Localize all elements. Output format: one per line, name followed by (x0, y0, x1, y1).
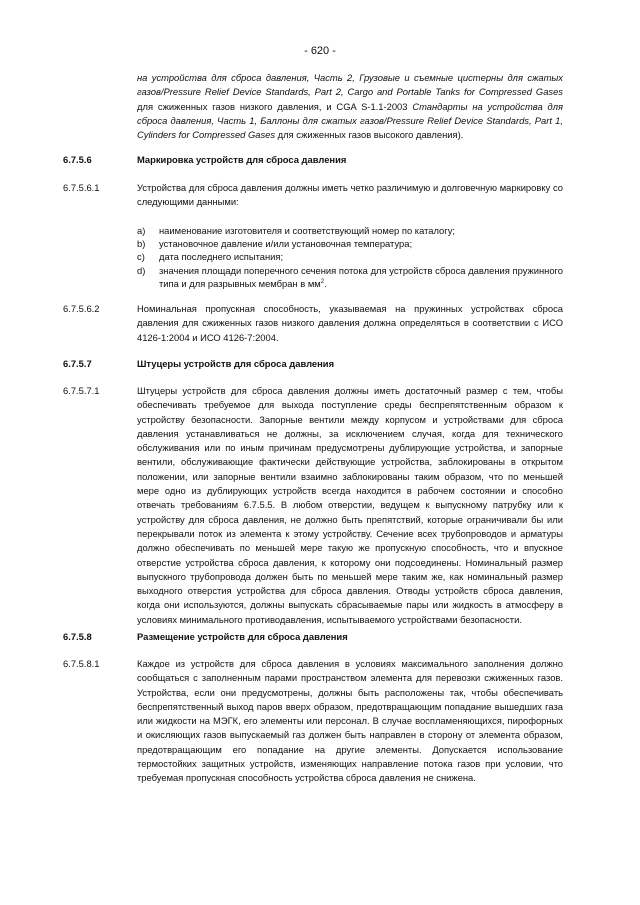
section-6-7-5-8-1 (63, 657, 563, 786)
intro-text-1: для сжиженных газов низкого давления, и CGA S-1.1-2003 (137, 100, 413, 112)
section-number: 6.7.5.6.2 (63, 303, 100, 314)
section-title: Маркировка устройств для сброса давления (137, 154, 347, 165)
section-number: 6.7.5.6 (63, 154, 92, 165)
section-6-7-5-7-1 (63, 384, 563, 627)
section-6-7-5-6-1 (63, 181, 563, 210)
section-6-7-5-7 (63, 357, 563, 371)
section-number: 6.7.5.7 (63, 358, 92, 369)
list-item-text: наименование изготовителя и соответствующий номер по каталогу; (159, 225, 455, 236)
section-text: Устройства для сброса давления должны иметь четко различимую и долговечную маркировку со следующими данными: (137, 182, 563, 208)
section-number: 6.7.5.8 (63, 631, 92, 642)
section-6-7-5-6-2 (63, 302, 563, 345)
list-item (137, 224, 563, 237)
intro-text-2: для сжиженных газов высокого давления). (275, 129, 464, 141)
section-title: Штуцеры устройств для сброса давления (137, 358, 335, 369)
section-6-7-5-6 (63, 153, 563, 167)
section-number: 6.7.5.7.1 (63, 385, 100, 396)
list-item (137, 264, 563, 290)
section-number: 6.7.5.8.1 (63, 658, 100, 669)
list-item-text: установочное давление и/или установочная температура; (159, 238, 413, 250)
section-title: Размещение устройств для сброса давления (137, 631, 348, 642)
section-number: 6.7.5.6.1 (63, 182, 100, 193)
section-text: Номинальная пропускная способность, указываемая на пружинных устройствах сброса давления для сжиженных газов низкого давления должна определяться в соответствии с ИСО 4126-1:2004 и ИСО 4126-7:2004. (137, 303, 563, 343)
section-6-7-5-8 (63, 630, 563, 644)
intro-italic-1: на устройства для сброса давления, Часть 2, Грузовые и съемные цистерны для сжатых газов/Pressure Relief Device Standards, Part 2, Cargo and Portable Tanks for Compressed Gases (137, 72, 563, 98)
list-item-text: дата последнего испытания; (159, 251, 284, 263)
list-marker: a) (137, 225, 146, 236)
section-text: Штуцеры устройств для сброса давления должны иметь достаточный размер с тем, чтобы обеспечивать требуемое для выхода поступление среды беспрепятственным образом к устройству безопасности. Запорные вентили между корпусом и устройствами для сброса давления устанавливаться не должны, за исключением случая, когда для технического обслуживания или по иным причинам предусмотрены дублирующие устройства, и запорные вентили, обслуживающие фактически действующие устройства, заблокированы в открытом положении, или запорные вентили взаимно заблокированы таким образом, что по меньшей мере одно из дублирующих устройств всегда находится в рабочем состоянии и способно отвечать требованиям 6.7.5.5. В любом отверстии, ведущем к выпускному патрубку или к устройству для сброса давления, не должно быть препятствий, которые ограничивали бы или перекрывали поток из элемента к этому устройству. Сечение всех трубопроводов и арматуры должно обеспечивать по меньшей мере такую же пропускную способность, что и впускное отверстие устройства сброса давления, к которому они подсоединены. Номинальный размер выпускного трубопровода должен быть по меньшей мере таким же, как номинальный размер выходного отверстия устройства для сброса давления. Отводы устройств сброса давления, когда они используются, должны выпускать сбрасываемые пары или жидкость в атмосферу в условиях минимального противодавления, испытываемого устройствами безопасности. (137, 385, 563, 625)
list-item (137, 250, 563, 263)
superscript: 2 (320, 278, 325, 285)
intro-paragraph (137, 71, 563, 142)
marking-list (137, 224, 563, 290)
section-text: Каждое из устройств для сброса давления в условиях максимального заполнения должно сообщаться с заполненным парами пространством элемента для перевозки сжиженных газов. Устройства, если они предусмотрены, должны быть расположены так, чтобы обеспечивать беспрепятственный выход паров вверх образом, предотвращающим попадание вышедших газа или жидкости на МЭГК, его элементы или персонал. В случае воспламеняющихся, пирофорных и окисляющих газов выпускаемый газ должен быть направлен в сторону от элемента образом, предотвращающим его попадание на другие элементы. Допускается использование термостойких защитных устройств, изменяющих направление потока газов при условии, что требуемая пропускная способность устройства сброса давления не снижена. (137, 658, 563, 784)
page-number: - 620 - (304, 45, 336, 57)
list-item-tail: . (324, 277, 327, 289)
list-item (137, 237, 563, 250)
list-item-text: значения площади поперечного сечения потока для устройств сброса давления пружинного типа и для разрывных мембран в мм (159, 264, 563, 289)
intro-italic-2: Стандарты на устройства для сброса давления, Часть 1, Баллоны для сжатых газов/Pressure Relief Device Standards, Part 1, Cylinders for Compressed Gases (137, 100, 563, 141)
list-marker: b) (137, 238, 146, 250)
list-marker: c) (137, 251, 145, 263)
list-marker: d) (137, 264, 146, 276)
